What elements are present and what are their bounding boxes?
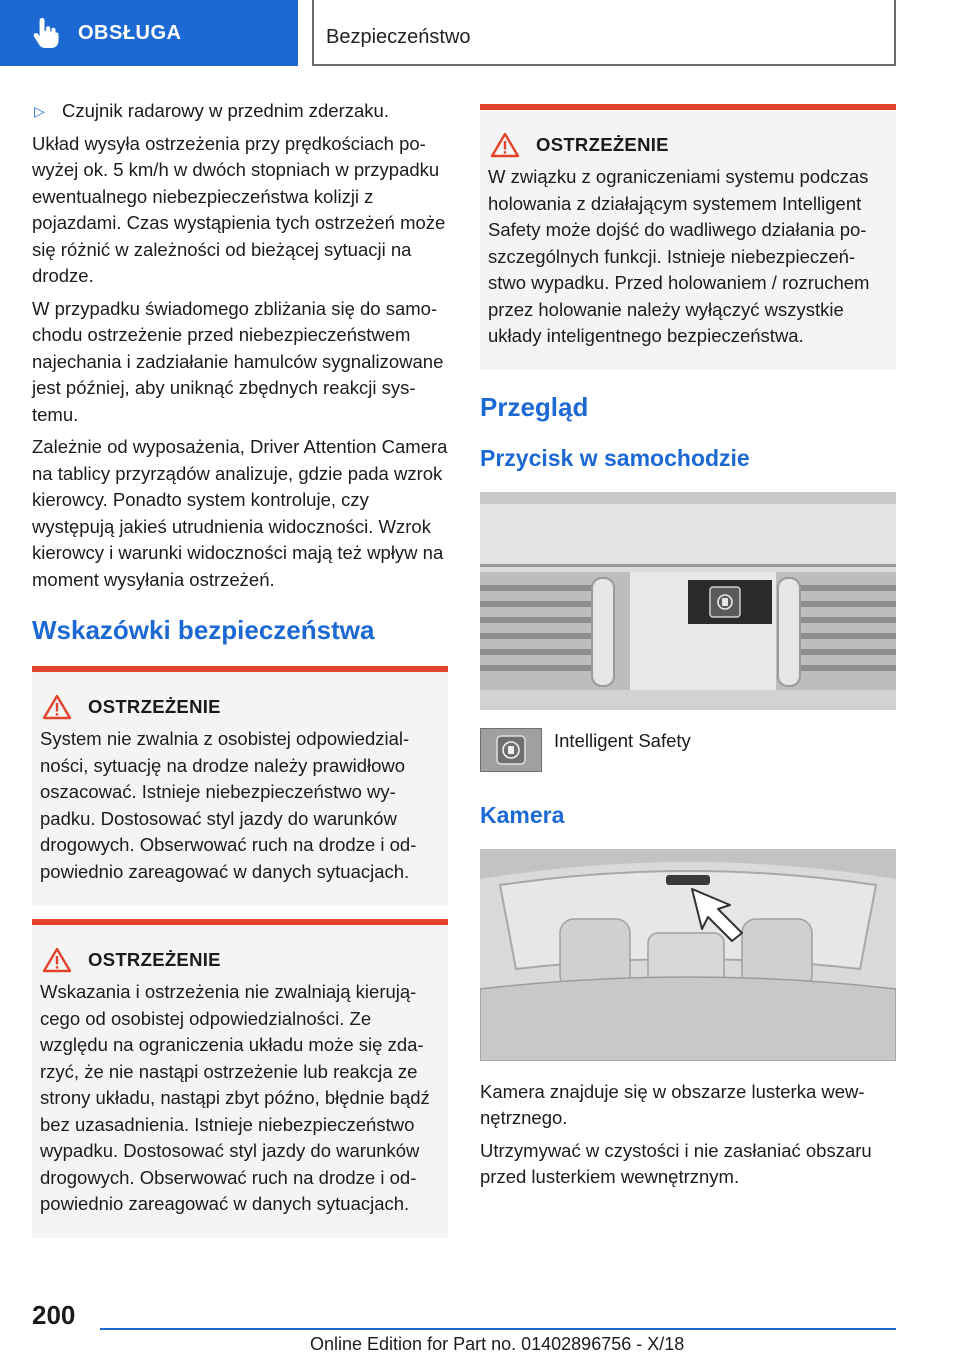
section-heading-safety: Wskazówki bezpieczeństwa — [32, 615, 375, 645]
warning-title: OSTRZEŻENIE — [536, 134, 669, 155]
warning-box — [480, 104, 896, 370]
intelligent-safety-button-icon[interactable] — [480, 728, 542, 772]
triangle-bullet-icon: ▷ — [34, 103, 45, 119]
header-section-title: Bezpieczeństwo — [326, 26, 471, 48]
left-column — [32, 98, 448, 1252]
right-column — [480, 104, 896, 1197]
bullet-text: Czujnik radarowy w przednim zderzaku. — [62, 100, 389, 121]
warning-triangle-icon — [42, 947, 72, 973]
subheading-button: Przycisk w samochodzie — [480, 444, 750, 471]
warning-triangle-icon — [490, 132, 520, 158]
section-heading-overview: Przegląd — [480, 391, 589, 422]
camera-figure — [480, 849, 896, 1061]
warning-box — [32, 919, 448, 1238]
dashboard-illustration — [480, 492, 896, 710]
hand-pointer-icon — [22, 0, 70, 66]
bullet-item — [32, 98, 448, 125]
warning-text: W związku z ograniczeniami systemu podczas holowania z działającym systemem Intelligent Safety może dojść do wadliwego działania poszczególnych funkcji. Istnieje niebezpieczeństwo wypadku. Przed holowaniem / rozruchem przez holowanie należy wyłączyć wszystkie układy inteligentnego bezpieczeństwa. — [488, 166, 870, 346]
footer-edition: Online Edition for Part no. 01402896756 - X/18 — [310, 1334, 685, 1354]
paragraph: Utrzymywać w czystości i nie zasłaniać obszaru przed lusterkiem wewnętrznym. — [480, 1139, 872, 1187]
paragraph: Zależnie od wyposażenia, Driver Attention Camera na tablicy przyrządów analizuje, gdzie pada wzrok kierowcy. Ponadto system kontroluje, czy występują jakieś utrudnienia widoczności. Wzrok kierowcy i warunki widoczności mają też wpływ na moment wysyłania ostrzeżeń. — [32, 436, 448, 590]
header-tab-label: OBSŁUGA — [78, 21, 182, 44]
legend-label: Intelligent Safety — [554, 729, 691, 751]
warning-box — [32, 666, 448, 905]
warning-text: System nie zwalnia z osobistej odpowiedzialności, sytuację na drodze należy prawidłowo oszacować. Istnieje niebezpieczeństwo wypadku. Dostosować styl jazdy do warunków drogowych. Obserwować ruch na drodze i odpowiednio zareagować w danych sytuacjach. — [40, 728, 417, 882]
subheading-camera: Kamera — [480, 801, 565, 828]
legend-row — [480, 728, 896, 772]
warning-title: OSTRZEŻENIE — [88, 696, 221, 717]
paragraph: Kamera znajduje się w obszarze lusterka wewnętrznego. — [480, 1080, 865, 1128]
paragraph: Układ wysyła ostrzeżenia przy prędkościach powyżej ok. 5 km/h w dwóch stopniach w przypadku ewentualnego niebezpieczeństwa kolizji z pojazdami. Czas wystąpienia tych ostrzeżeń może się różnić w zależności od bieżącej sytuacji na drodze. — [32, 132, 446, 286]
header-tab[interactable] — [0, 0, 298, 66]
warning-triangle-icon — [42, 694, 72, 720]
paragraph: W przypadku świadomego zbliżania się do samochodu ostrzeżenie przed niebezpieczeństwem najechania i zadziałanie hamulców sygnalizowane jest później, aby uniknąć zbędnych reakcji systemu. — [32, 297, 444, 425]
windshield-illustration — [480, 849, 896, 1061]
warning-text: Wskazania i ostrzeżenia nie zwalniają kierującego od osobistej odpowiedzialności. Ze względu na ograniczenia układu może się zdarzyć, że nie nastąpi ostrzeżenie lub reakcja ze strony układu, nastąpi zbyt późno, błędnie bądź bez uzasadnienia. Istnieje niebezpieczeństwo wypadku. Dostosować styl jazdy do warunków drogowych. Obserwować ruch na drodze i odpowiednio zareagować w danych sytuacjach. — [40, 981, 430, 1214]
warning-title: OSTRZEŻENIE — [88, 949, 221, 970]
page-number: 200 — [32, 1300, 76, 1330]
dashboard-button-figure — [480, 492, 896, 710]
footer-divider — [100, 1328, 896, 1330]
